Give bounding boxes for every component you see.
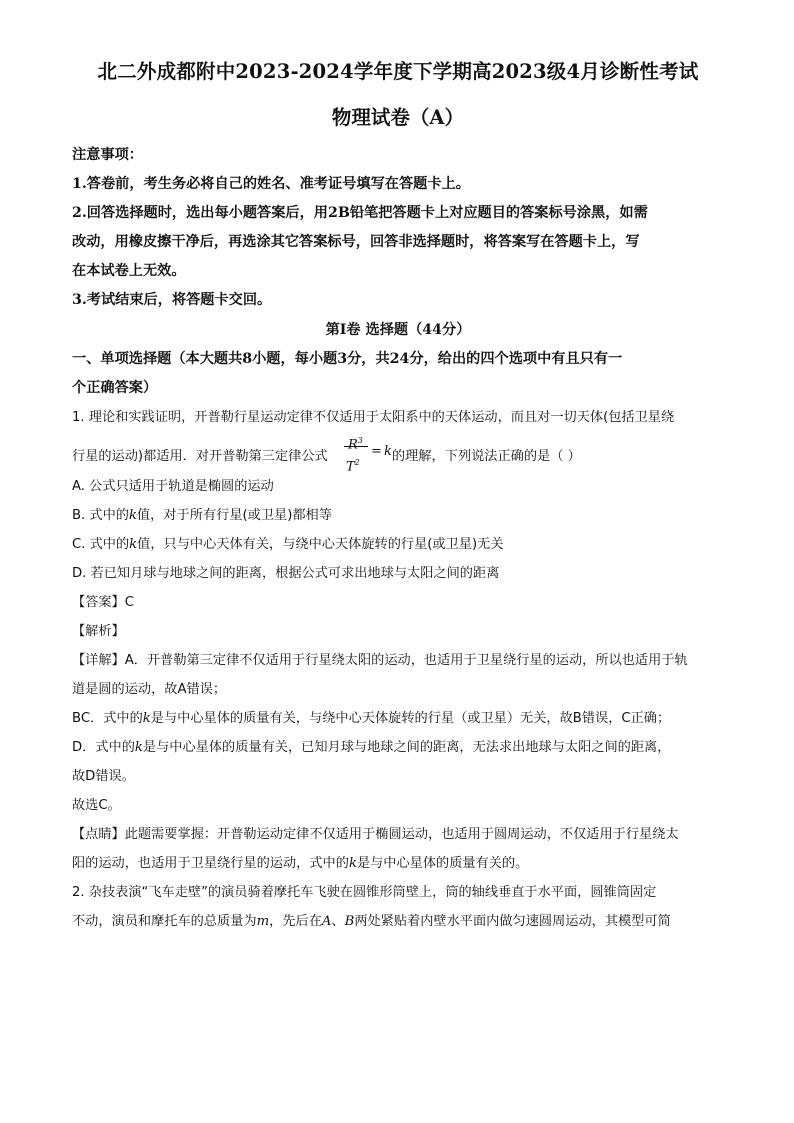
detail-tag: 【详解】 [72,653,125,668]
formula-rhs: k [384,444,392,459]
notes-heading: 注意事项： [72,147,143,163]
q1-stem-line-2-pre: 行星的运动)都适用．对开普勒第三定律公式 [72,449,328,464]
part1-instructions-line-2: 个正确答案） [72,380,158,396]
q1-stem-line-2-post: 的理解，下列说法正确的是（ ） [392,449,581,464]
notes-item-2-line-3: 在本试卷上无效。 [72,263,186,279]
q2-stem-line-2: 不动，演员和摩托车的总质量为m，先后在A、B两处紧贴着内壁水平面内做匀速圆周运动，其模型可简 [72,914,671,929]
q1-option-c: C. 式中的k值，只与中心天体有关，与绕中心天体旋转的行星(或卫星)无关 [72,537,504,552]
q1-option-b: B. 式中的k值，对于所有行星(或卫星)都相等 [72,508,332,523]
answer-value: C [124,595,134,610]
formula-equals: = [371,444,382,459]
q1-stem-line-1: 1. 理论和实践证明，开普勒行星运动定律不仅适用于太阳系中的天体运动，而且对一切天体(包括卫星绕 [72,410,675,425]
q1-comment-line-1: 【点睛】此题需要掌握：开普勒运动定律不仅适用于椭圆运动，也适用于圆周运动，不仅适用于行星绕太 [72,827,679,842]
q1-detail-line-1: 【详解】A．开普勒第三定律不仅适用于行星绕太阳的运动，也适用于卫星绕行星的运动，所以也适用于轨 [72,653,688,668]
q1-answer [72,588,724,617]
q1-detail-line-3: BC．式中的k是与中心星体的质量有关，与绕中心天体旋转的行星（或卫星）无关，故B错误，C正确； [72,711,671,726]
q1-detail-line-2: 道是圆的运动，故A错误； [72,682,227,697]
comment-tag: 【点睛】 [72,827,125,842]
q1-stem-line-2 [72,434,724,475]
answer-tag: 【答案】 [72,595,125,610]
q1-option-d: D. 若已知月球与地球之间的距离，根据公式可求出地球与太阳之间的距离 [72,566,500,581]
formula-denominator: $T^2$ [346,458,360,475]
notes-item-2-line-1: 2.回答选择题时，选出每小题答案后，用2B铅笔把答题卡上对应题目的答案标号涂黑，如需 [72,205,648,221]
q1-analysis-tag: 【解析】 [72,624,125,639]
part1-instructions-line-1: 一、单项选择题（本大题共8小题，每小题3分，共24分，给出的四个选项中有且只有一 [72,351,623,367]
fraction-bar [344,446,368,447]
notes-item-1: 1.答卷前，考生务必将自己的姓名、准考证号填写在答题卡上。 [72,176,470,192]
q1-detail-line-4: D．式中的k是与中心星体的质量有关，已知月球与地球之间的距离，无法求出地球与太阳之间的距离， [72,740,671,755]
exam-page [72,62,724,936]
exam-title: 北二外成都附中2023-2024学年度下学期高2023级4月诊断性考试 [97,60,699,83]
formula-numerator: $R^3$ [348,436,363,453]
q1-option-a: A. 公式只适用于轨道是椭圆的运动 [72,479,274,494]
notes-item-2-line-2: 改动，用橡皮擦干净后，再选涂其它答案标号，回答非选择题时，将答案写在答题卡上，写 [72,234,640,250]
q1-conclusion: 故选C。 [72,798,121,813]
exam-subtitle: 物理试卷（A） [331,105,465,129]
q1-detail-line-5: 故D错误。 [72,769,135,784]
notes-item-3: 3.考试结束后，将答题卡交回。 [72,292,272,308]
section-title: 第Ⅰ卷 选择题（44分） [325,322,471,338]
q1-comment-line-2: 阳的运动，也适用于卫星绕行星的运动，式中的k是与中心星体的质量有关的。 [72,856,529,871]
q2-stem-line-1: 2. 杂技表演“飞车走壁”的演员骑着摩托车飞驶在圆锥形筒壁上，筒的轴线垂直于水平面，圆锥筒固定 [72,885,657,900]
